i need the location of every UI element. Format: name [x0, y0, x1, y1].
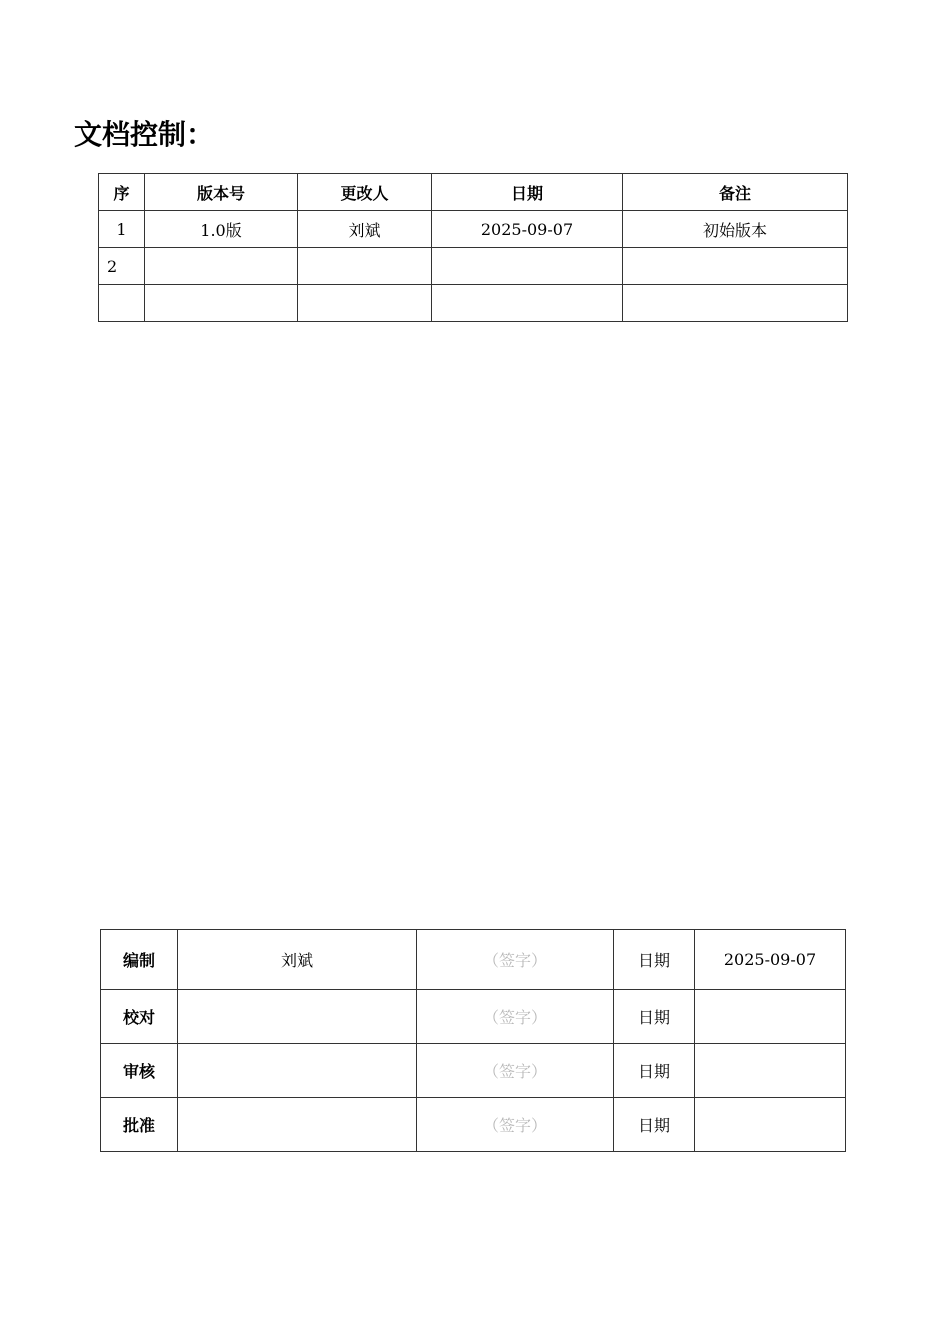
date-label: 日期 [614, 1098, 695, 1152]
date-cell [695, 990, 846, 1044]
table-header-row [99, 174, 848, 211]
cell-remark: 初始版本 [623, 211, 848, 248]
date-label: 日期 [614, 1044, 695, 1098]
cell-changer [298, 285, 432, 322]
header-remark: 备注 [623, 174, 848, 211]
date-cell [695, 1098, 846, 1152]
name-cell [178, 1098, 417, 1152]
approval-row-review [101, 1044, 846, 1098]
approval-row-proofread [101, 990, 846, 1044]
cell-version: 1.0版 [145, 211, 298, 248]
cell-changer: 刘斌 [298, 211, 432, 248]
cell-seq: 1 [99, 211, 145, 248]
name-cell [178, 1044, 417, 1098]
header-changer: 更改人 [298, 174, 432, 211]
signature-placeholder: （签字） [417, 1098, 614, 1152]
header-date: 日期 [432, 174, 623, 211]
table-row [99, 285, 848, 322]
cell-date: 2025-09-07 [432, 211, 623, 248]
approval-row-compile [101, 930, 846, 990]
cell-date [432, 285, 623, 322]
date-label: 日期 [614, 990, 695, 1044]
date-cell [695, 1044, 846, 1098]
role-label: 批准 [101, 1098, 178, 1152]
role-label: 审核 [101, 1044, 178, 1098]
cell-seq: 2 [99, 248, 145, 285]
cell-remark [623, 285, 848, 322]
role-label: 校对 [101, 990, 178, 1044]
header-version: 版本号 [145, 174, 298, 211]
signature-placeholder: （签字） [417, 930, 614, 990]
name-cell: 刘斌 [178, 930, 417, 990]
header-seq: 序 [99, 174, 145, 211]
cell-version [145, 248, 298, 285]
cell-remark [623, 248, 848, 285]
page-title: 文档控制： [74, 118, 215, 151]
cell-version [145, 285, 298, 322]
signature-placeholder: （签字） [417, 990, 614, 1044]
cell-date [432, 248, 623, 285]
date-cell: 2025-09-07 [695, 930, 846, 990]
approval-table [100, 929, 846, 1152]
name-cell [178, 990, 417, 1044]
cell-seq [99, 285, 145, 322]
table-row [99, 211, 848, 248]
document-control-table [98, 173, 848, 322]
table-row [99, 248, 848, 285]
signature-placeholder: （签字） [417, 1044, 614, 1098]
role-label: 编制 [101, 930, 178, 990]
cell-changer [298, 248, 432, 285]
approval-row-approve [101, 1098, 846, 1152]
date-label: 日期 [614, 930, 695, 990]
